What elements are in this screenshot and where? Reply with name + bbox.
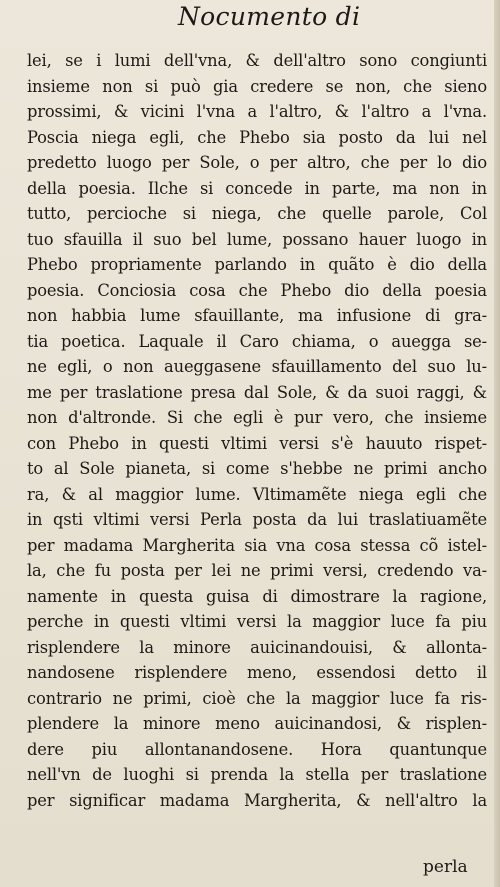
text-line: me per traslatione presa dal Sole, & da suoi raggi, & <box>27 382 487 402</box>
text-line: ne egli, o non aueggasene sfauillamento del suo lu- <box>27 357 487 376</box>
text-line: insieme non si può gia credere se non, che sieno <box>27 76 487 96</box>
text-line: to al Sole pianeta, si come s'hebbe ne primi ancho <box>27 459 487 478</box>
text-line: ra, & al maggior lume. Vltimamẽte niega egli che <box>27 484 487 504</box>
text-line: contrario ne primi, cioè che la maggior luce fa ris- <box>27 688 487 708</box>
text-line: poesia. Conciosia cosa che Phebo dio della poesia <box>27 280 487 300</box>
text-line: predetto luogo per Sole, o per altro, che per lo dio <box>27 153 487 172</box>
text-line: della poesia. Ilche si concede in parte, ma non in <box>27 178 487 198</box>
text-line: lei, se i lumi dell'vna, & dell'altro sono congiunti <box>27 51 487 70</box>
text-line: non habbia lume sfauillante, ma infusione di gra- <box>27 306 487 325</box>
text-line: perche in questi vltimi versi la maggior luce fa piu <box>27 612 487 631</box>
text-line: in qsti vltimi versi Perla posta da lui traslatiuamẽte <box>27 510 487 529</box>
text-line: Poscia niega egli, che Phebo sia posto da lui nel <box>27 127 487 147</box>
text-line: nell'vn de luoghi si prenda la stella per traslatione <box>27 765 487 784</box>
text-line: plendere la minore meno auicinandosi, & risplen- <box>27 714 487 733</box>
running-head: Nocumento di <box>178 2 361 31</box>
text-line: con Phebo in questi vltimi versi s'è hauuto rispet- <box>27 433 487 453</box>
text-line: tutto, percioche si niega, che quelle parole, Col <box>27 204 487 223</box>
text-line: tia poetica. Laquale il Caro chiama, o auegga se- <box>27 331 487 351</box>
text-line: dere piu allontanandosene. Hora quantunque <box>27 739 487 759</box>
text-line: per significar madama Margherita, & nell'altro la <box>27 790 487 810</box>
body-text <box>27 48 487 813</box>
text-line: nandosene risplendere meno, essendosi detto il <box>27 663 487 682</box>
text-line: namente in questa guisa di dimostrare la ragione, <box>27 586 487 606</box>
text-line: prossimi, & vicini l'vna a l'altro, & l'altro a l'vna. <box>27 102 487 121</box>
text-line: non d'altronde. Si che egli è pur vero, che insieme <box>27 408 487 427</box>
text-line: Phebo propriamente parlando in quãto è dio della <box>27 255 487 274</box>
catchword: perla <box>423 857 468 877</box>
text-line: risplendere la minore auicinandouisi, & allonta- <box>27 637 487 657</box>
text-line: tuo sfauilla il suo bel lume, possano hauer luogo in <box>27 229 487 249</box>
text-line: per madama Margherita sia vna cosa stessa cõ istel- <box>27 535 487 555</box>
text-line: la, che fu posta per lei ne primi versi, credendo va- <box>27 561 487 580</box>
page-edge <box>494 0 500 887</box>
